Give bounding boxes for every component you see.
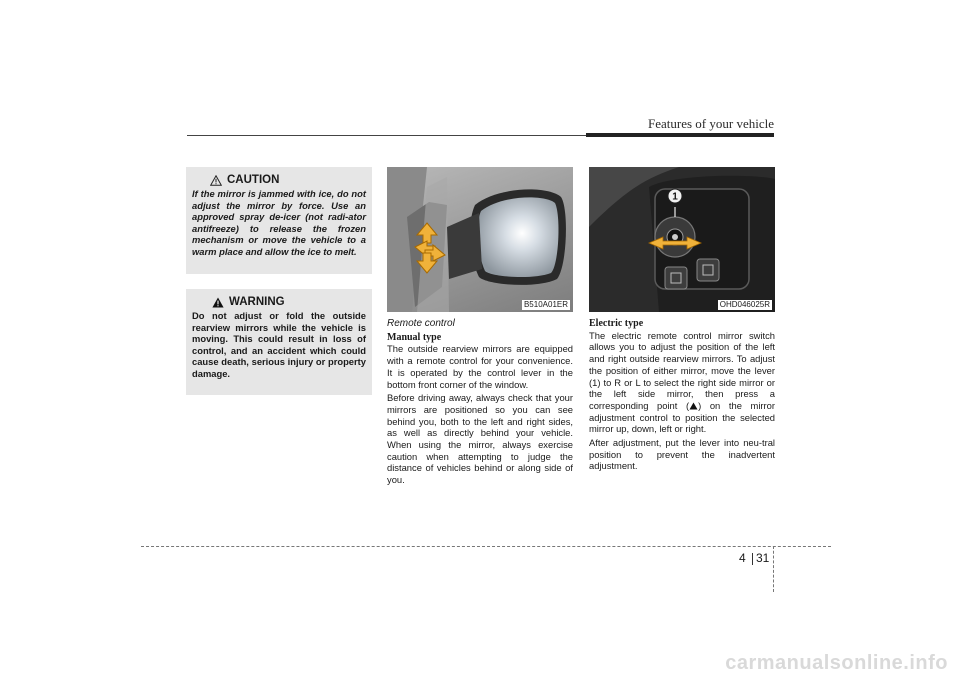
electric-type-section: [589, 318, 775, 474]
page-number: 31: [756, 551, 770, 565]
figure-caption: B510A01ER: [523, 300, 568, 309]
footer-rule: [141, 546, 831, 547]
page-separator: [752, 553, 753, 565]
paragraph-part: The electric remote control mirror switch allows you to adjust the position of the left and right outside rearview mirrors. To adjust the position of either mirror, move the lever (1) to R or L to select the right side mirror or the left side mirror, then press a corresponding point (: [589, 329, 775, 411]
caution-text: If the mirror is jammed with ice, do not adjust the mirror by force. Use an approved spray de-icer (not radi-ator antifreeze) to release the frozen mechanism or move the vehicle to a warm place and allow the ice to melt.: [192, 188, 366, 257]
mirror-switch-illustration: [589, 167, 775, 312]
paragraph: Before driving away, always check that your mirrors are positioned so you can see behind you, both to the left and right sides, as well as directly behind your vehicle. When using the mirror, always exercise caution when attempting to judge the distance of vehicles behind or along side of you.: [387, 392, 573, 486]
footer-rule-vertical: [773, 546, 774, 592]
subsection-heading: Manual type: [387, 331, 442, 343]
triangle-point-icon: [689, 402, 698, 410]
subsection-heading: Electric type: [589, 318, 644, 329]
caution-triangle-icon: [210, 175, 222, 186]
callout-number: 1: [672, 191, 678, 203]
caution-heading: CAUTION: [227, 174, 280, 186]
header-title: Features of your vehicle: [648, 116, 774, 131]
paragraph-part: ) on the mirror adjustment control to position the selected mirror up, down, left or right.: [589, 399, 775, 435]
side-mirror-illustration: [387, 167, 573, 312]
figure-mirror-switch: [589, 167, 775, 312]
paragraph: [589, 330, 775, 435]
paragraph: The outside rearview mirrors are equipped with a remote control for your convenience. It is operated by the control lever in the bottom front corner of the window.: [387, 343, 573, 390]
section-heading: Remote control: [387, 318, 455, 329]
remote-control-section: [387, 318, 573, 488]
header-rule: [187, 135, 587, 136]
figure-caption: OHD046025R: [719, 300, 770, 309]
paragraph: After adjustment, put the lever into neu-tral position to prevent the inadvertent adjustment.: [589, 437, 775, 472]
caution-box: [186, 167, 372, 274]
warning-heading: WARNING: [229, 296, 285, 308]
watermark: carmanualsonline.info: [725, 652, 948, 674]
warning-box: [186, 289, 372, 395]
warning-triangle-icon: [212, 297, 224, 308]
section-number: 4: [739, 551, 746, 565]
figure-side-mirror: [387, 167, 573, 312]
header-rule-accent: [586, 133, 774, 137]
warning-text: Do not adjust or fold the outside rearview mirrors while the vehicle is moving. This could result in loss of control, and an accident which could cause death, serious injury or property damage.: [192, 310, 366, 379]
